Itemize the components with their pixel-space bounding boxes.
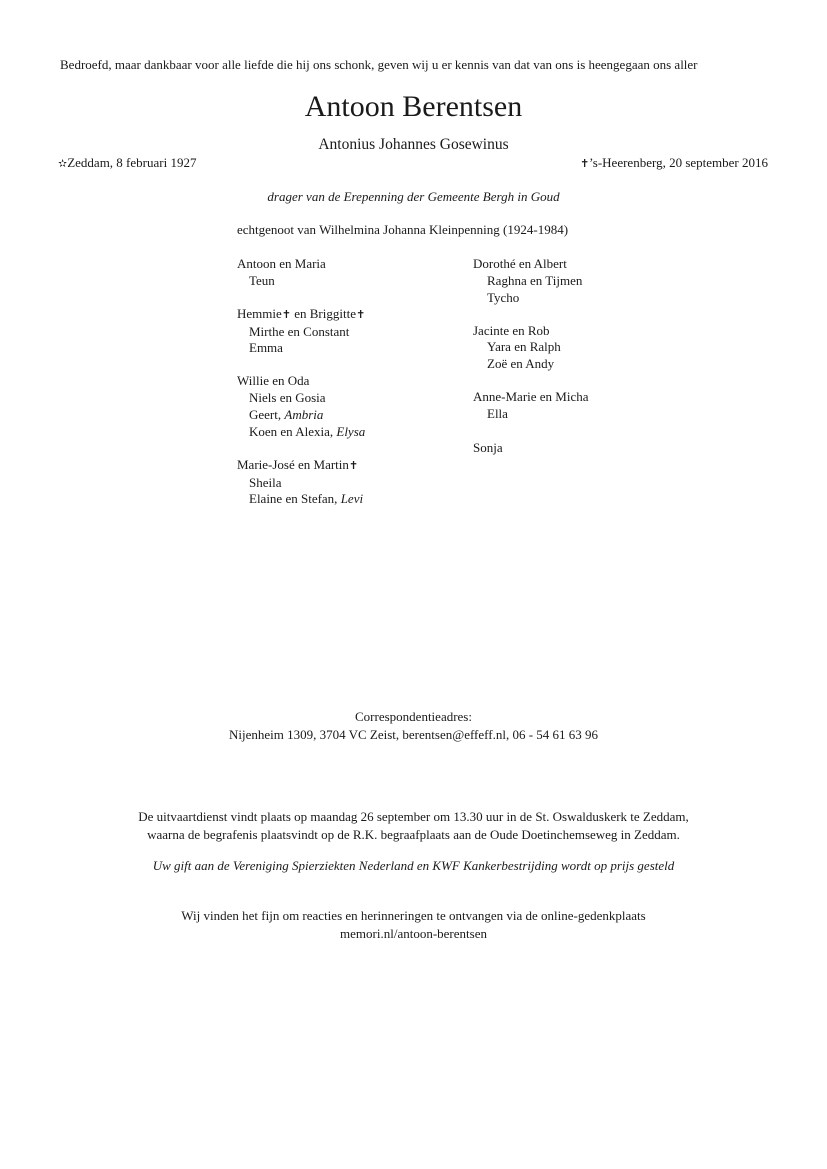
intro-text: Bedroefd, maar dankbaar voor alle liefde die hij ons schonk, geven wij u er kennis van dat van ons is heengegaan ons aller	[60, 57, 698, 72]
death-text: ’s-Heerenberg, 20 september 2016	[589, 155, 768, 170]
birth-info	[58, 155, 196, 171]
family-group	[237, 457, 365, 508]
deceased-name: Antoon Berentsen	[304, 90, 523, 123]
family-head-part: en Briggitte	[290, 305, 356, 321]
family-group	[237, 306, 365, 357]
spouse-text: echtgenoot van Wilhelmina Johanna Kleinpenning (1924-1984)	[237, 222, 569, 237]
family-head	[237, 457, 365, 475]
family-member: Sheila	[249, 474, 282, 490]
family-group	[473, 323, 589, 373]
service-line: De uitvaartdienst vindt plaats op maandag 26 september om 13.30 uur in de St. Oswalduskerk te Zeddam,	[138, 809, 689, 824]
family-left-column	[237, 256, 365, 524]
cross-icon: ✝	[579, 157, 590, 170]
service-block	[0, 808, 827, 843]
family-group	[473, 256, 589, 306]
family-member	[237, 491, 365, 508]
online-block	[0, 907, 827, 942]
cross-icon: ✝	[348, 458, 359, 472]
correspondence-label: Correspondentieadres:	[355, 709, 472, 724]
family-head-part: Hemmie	[237, 305, 282, 321]
gift-text: Uw gift aan de Vereniging Spierziekten Nederland en KWF Kankerbestrijding wordt op prijs gesteld	[152, 858, 675, 873]
family-head	[237, 306, 365, 324]
family-member	[237, 424, 365, 441]
family-member: Niels en Gosia	[249, 390, 326, 406]
member-name: Geert,	[249, 406, 285, 422]
birth-text: Zeddam, 8 februari 1927	[67, 155, 197, 170]
family-group	[237, 373, 365, 440]
given-names: Antonius Johannes Gosewinus	[318, 136, 509, 153]
family-head: Jacinte en Rob	[473, 322, 550, 338]
family-head: Antoon en Maria	[237, 256, 326, 271]
cross-icon: ✝	[355, 307, 366, 321]
grandchild-name: Levi	[340, 491, 364, 507]
service-line: waarna de begrafenis plaatsvindt op de R.K. begraafplaats aan de Oude Doetinchemseweg in Zeddam.	[147, 826, 680, 842]
family-member: Tycho	[487, 289, 520, 305]
correspondence-address: Nijenheim 1309, 3704 VC Zeist, berentsen@effeff.nl, 06 - 54 61 63 96	[228, 726, 599, 742]
family-head-part: Marie-José en Martin	[237, 456, 349, 472]
online-line: Wij vinden het fijn om reacties en herinneringen te ontvangen via de online-gedenkplaats	[181, 908, 646, 923]
family-member: Raghna en Tijmen	[487, 272, 583, 288]
family-head: Anne-Marie en Micha	[473, 389, 589, 405]
family-right-column	[473, 256, 589, 473]
family-group	[473, 440, 589, 457]
family-member	[237, 407, 365, 424]
family-member: Teun	[249, 272, 275, 288]
family-member: Ella	[487, 405, 508, 421]
family-head: Dorothé en Albert	[473, 256, 567, 271]
family-group	[473, 389, 589, 423]
honor-text: drager van de Erepenning der Gemeente Bergh in Goud	[267, 189, 560, 204]
family-head: Willie en Oda	[237, 373, 310, 389]
family-group	[237, 256, 365, 290]
family-member: Mirthe en Constant	[249, 323, 350, 339]
cross-icon: ✝	[281, 307, 291, 321]
correspondence-block	[0, 708, 827, 743]
grandchild-name: Ambria	[284, 406, 324, 422]
family-head: Sonja	[473, 439, 503, 455]
death-info	[580, 155, 768, 171]
grandchild-name: Elysa	[336, 423, 366, 439]
family-member: Yara en Ralph	[487, 339, 561, 355]
member-name: Elaine en Stefan,	[249, 491, 341, 507]
family-member: Emma	[249, 340, 283, 356]
member-name: Koen en Alexia,	[249, 423, 337, 439]
star-icon: ✫	[58, 157, 68, 170]
online-url: memori.nl/antoon-berentsen	[340, 925, 487, 941]
family-member: Zoë en Andy	[487, 356, 555, 372]
